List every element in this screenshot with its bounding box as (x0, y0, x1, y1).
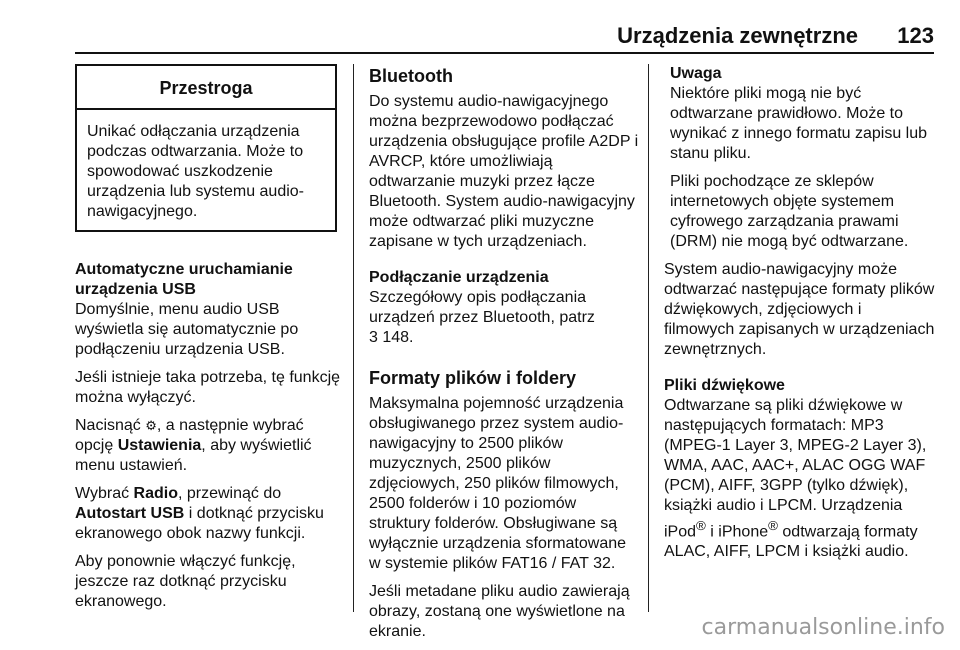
section-heading-bluetooth: Bluetooth (369, 66, 453, 86)
caution-text: Unikać odłączania urządzenia podczas odtwarzania. Może to spowodować uszkodzenie urządzenia lub systemu audio-nawigacyjnego. (87, 123, 305, 220)
paragraph: Odtwarzane są pliki dźwiękowe w następujących formatach: MP3 (MPEG-1 Layer 3, MPEG-2 Layer 3), WMA, AAC, AAC+, ALAC OGG WAF (PCM), AIFF, 3GPP (tylko dźwięk), książki audio i LPCM. Urządzenia iPod® i iPhone® odtwarzają formaty ALAC, AIFF, LPCM i książki audio. (664, 397, 927, 561)
paragraph: Maksymalna pojemność urządzenia obsługiwanego przez system audio-nawigacyjny to 2500 plików muzycznych, 2500 plików zdjęciowych, 250 plików filmowych, 2500 folderów i 10 poziomów struktury folderów. Obsługiwane są wyłącznie urządzenia sformatowane w systemie plików FAT16 / FAT 32. (369, 395, 627, 572)
paragraph: Szczegółowy opis podłączania urządzeń przez Bluetooth, patrz 3 148. (369, 289, 595, 346)
settings-icon: ⚙ (145, 418, 157, 433)
menu-option-autostart-usb: Autostart USB (75, 505, 185, 522)
subheading-audio-files: Pliki dźwiękowe (664, 377, 785, 394)
watermark-text: carmanualsonline.info (701, 615, 945, 640)
caution-box (75, 64, 337, 232)
note-box (664, 64, 936, 252)
paragraph: Nacisnąć ⚙, a następnie wybrać opcję Ustawienia, aby wyświetlić menu ustawień. (75, 417, 312, 474)
paragraph: Domyślnie, menu audio USB wyświetla się automatycznie po podłączeniu urządzenia USB. (75, 301, 299, 358)
paragraph: System audio-nawigacyjny może odtwarzać następujące formaty plików dźwiękowych, zdjęciowych i filmowych zapisanych w urządzeniach zewnętrznych. (664, 261, 935, 358)
column-right (664, 64, 936, 570)
column-middle (369, 64, 639, 650)
menu-option-settings: Ustawienia (117, 437, 202, 454)
menu-option-radio: Radio (133, 485, 178, 502)
note-title: Uwaga (670, 65, 722, 82)
header-divider (75, 52, 934, 54)
column-divider-right (648, 64, 649, 612)
subheading-connecting-device: Podłączanie urządzenia (369, 269, 549, 286)
paragraph: Jeśli metadane pliku audio zawierają obrazy, zostaną one wyświetlone na ekranie. (369, 583, 630, 640)
page-reference: 3 148. (369, 329, 414, 346)
paragraph: Aby ponownie włączyć funkcję, jeszcze raz dotknąć przycisku ekranowego. (75, 553, 296, 610)
section-heading-file-formats: Formaty plików i foldery (369, 368, 577, 388)
paragraph: Wybrać Radio, przewinąć do Autostart USB i dotknąć przycisku ekranowego obok nazwy funkcji. (75, 485, 324, 542)
section-heading-usb-autostart: Automatyczne uruchamianie urządzenia USB (75, 261, 293, 298)
column-left (75, 64, 343, 620)
page-number: 123 (897, 23, 934, 48)
column-divider-left (353, 64, 354, 612)
note-text: Pliki pochodzące ze sklepów internetowych objęte systemem cyfrowego zarządzania prawami (DRM) nie mogą być odtwarzane. (670, 173, 909, 250)
page-header-title: Urządzenia zewnętrzne (617, 23, 858, 48)
note-text: Niektóre pliki mogą nie być odtwarzane prawidłowo. Może to wynikać z innego formatu zapisu lub stanu pliku. (670, 85, 928, 162)
caution-title: Przestroga (77, 66, 335, 110)
paragraph: Do systemu audio-nawigacyjnego można bezprzewodowo podłączać urządzenia obsługujące profile A2DP i AVRCP, które umożliwiają odtwarzanie muzyki przez łącze Bluetooth. System audio-nawigacyjny może odtwarzać pliki muzyczne zapisane w tych urządzeniach. (369, 93, 639, 250)
paragraph: Jeśli istnieje taka potrzeba, tę funkcję można wyłączyć. (75, 369, 341, 406)
